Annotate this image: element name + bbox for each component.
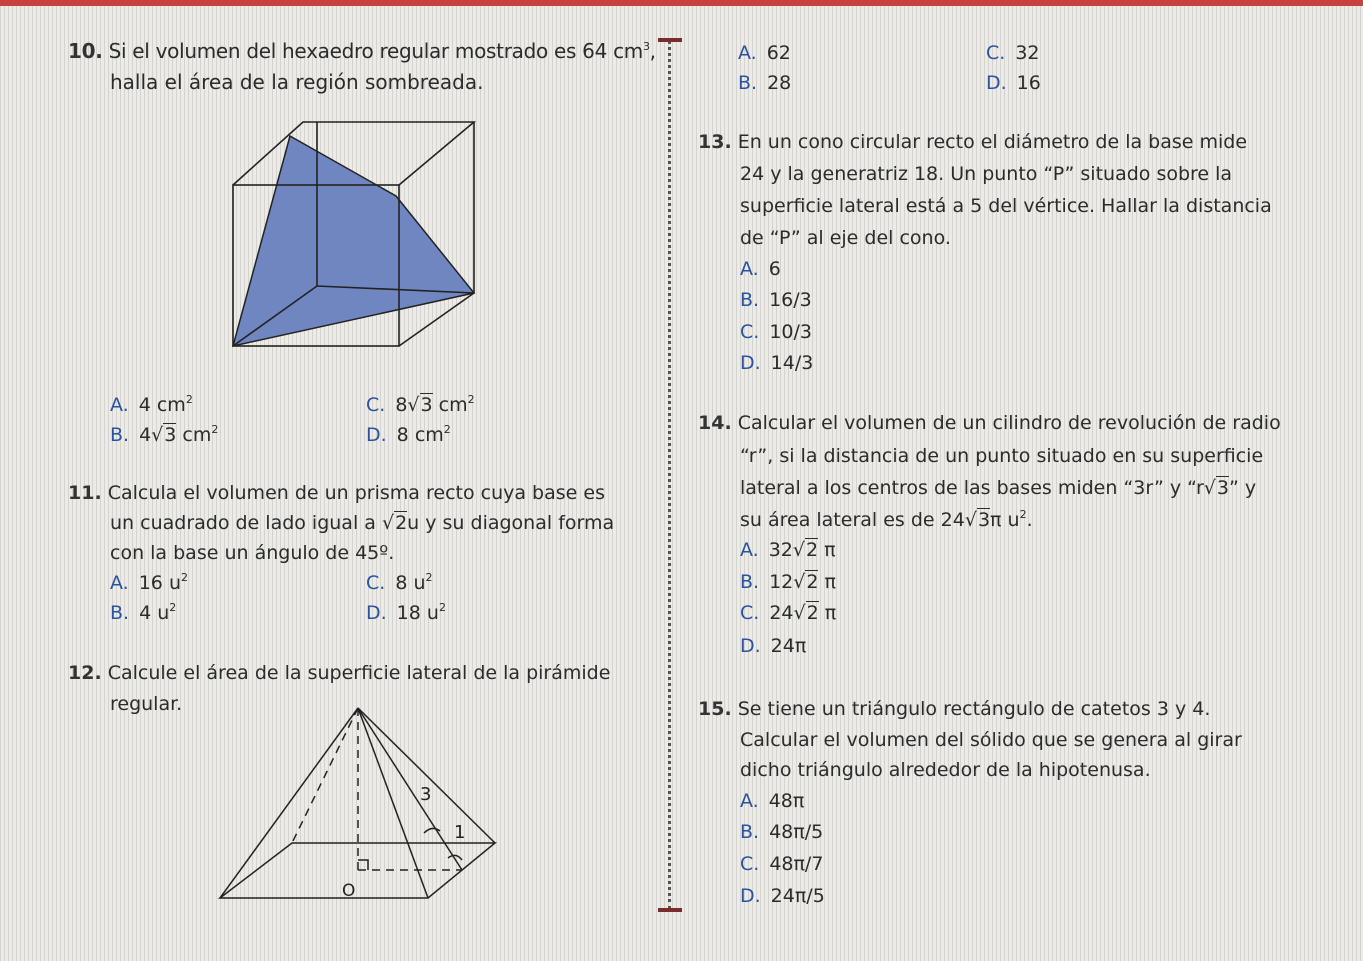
q13-line4: de “P” al eje del cono. [740,227,951,249]
q14-line2: “r”, si la distancia de un punto situado en su superficie [740,445,1264,467]
column-divider [668,40,671,910]
q15-option-b[interactable]: B. 48π/5 [740,821,824,843]
edge-label-3: 3 [420,784,432,805]
q13-option-b[interactable]: B. 16/3 [740,289,812,311]
q14-option-c[interactable]: C. 24√2 π [740,602,837,624]
q13-option-a[interactable]: A. 6 [740,258,781,280]
q15-option-c[interactable]: C. 48π/7 [740,853,824,875]
q10-option-d[interactable]: D. 8 $cm^2$ [366,423,451,446]
q10-option-c[interactable]: C. 8√3 $cm^2$ [366,393,475,416]
top-border [0,0,1363,6]
q11-line2: un cuadrado de lado igual a √2u y su diagonal forma [110,512,615,534]
q15-option-d[interactable]: D. 24π/5 [740,885,825,907]
q14-line3: lateral a los centros de las bases miden “3r” y “r√3” y [740,477,1257,499]
shaded-region [233,136,474,346]
q14-line1: 14. Calcular el volumen de un cilindro de revolución de radio [698,412,1281,434]
divider-bottom-cap [658,908,682,912]
q11-option-d[interactable]: D. 18 $u^2$ [366,601,446,624]
q10-option-b[interactable]: B. 4√3 $cm^2$ [110,423,219,446]
q15-line1: 15. Se tiene un triángulo rectángulo de catetos 3 y 4. [698,698,1211,720]
q13-line1: 13. En un cono circular recto el diámetro de la base mide [698,131,1248,153]
q10-line2: halla el área de la región sombreada. [110,70,484,94]
q10-option-a[interactable]: A. 4 $cm^2$ [110,393,193,416]
q14-option-b[interactable]: B. 12√2 π [740,571,836,593]
q11-line1: 11. Calcula el volumen de un prisma recto cuya base es [68,482,605,504]
q15-line2: Calcular el volumen del sólido que se genera al girar [740,729,1242,751]
q13-option-d[interactable]: D. 14/3 [740,352,814,374]
q15-option-a[interactable]: A. 48π [740,790,805,812]
q10-answer-d[interactable]: D. 16 [986,72,1041,94]
divider-top-cap [658,38,682,42]
pyramid-figure [210,700,510,910]
q10-line1: 10. Si el volumen del hexaedro regular mostrado es 64 $cm^3$, [68,39,656,63]
q13-line2: 24 y la generatriz 18. Un punto “P” situado sobre la [740,163,1233,185]
q11-option-c[interactable]: C. 8 $u^2$ [366,571,433,594]
q14-option-a[interactable]: A. 32√2 π [740,539,836,561]
q14-line4: su área lateral es de 24√3π $u^2$. [740,508,1033,531]
q11-option-b[interactable]: B. 4 $u^2$ [110,601,177,624]
q10-answer-b[interactable]: B. 28 [738,72,792,94]
q12-line1: 12. Calcule el área de la superficie lateral de la pirámide [68,662,611,684]
q13-line3: superficie lateral está a 5 del vértice. Hallar la distancia [740,195,1272,217]
q12-line2: regular. [110,693,183,715]
cube-figure [228,118,518,358]
q14-option-d[interactable]: D. 24π [740,635,807,657]
q11-option-a[interactable]: A. 16 $u^2$ [110,571,188,594]
center-label-o: O [342,881,356,901]
q11-line3: con la base un ángulo de 45º. [110,542,395,564]
height-label-1: 1 [454,822,466,843]
q10-answer-c[interactable]: C. 32 [986,42,1040,64]
q15-line3: dicho triángulo alrededor de la hipotenusa. [740,759,1151,781]
q13-option-c[interactable]: C. 10/3 [740,321,812,343]
q10-answer-a[interactable]: A. 62 [738,42,791,64]
